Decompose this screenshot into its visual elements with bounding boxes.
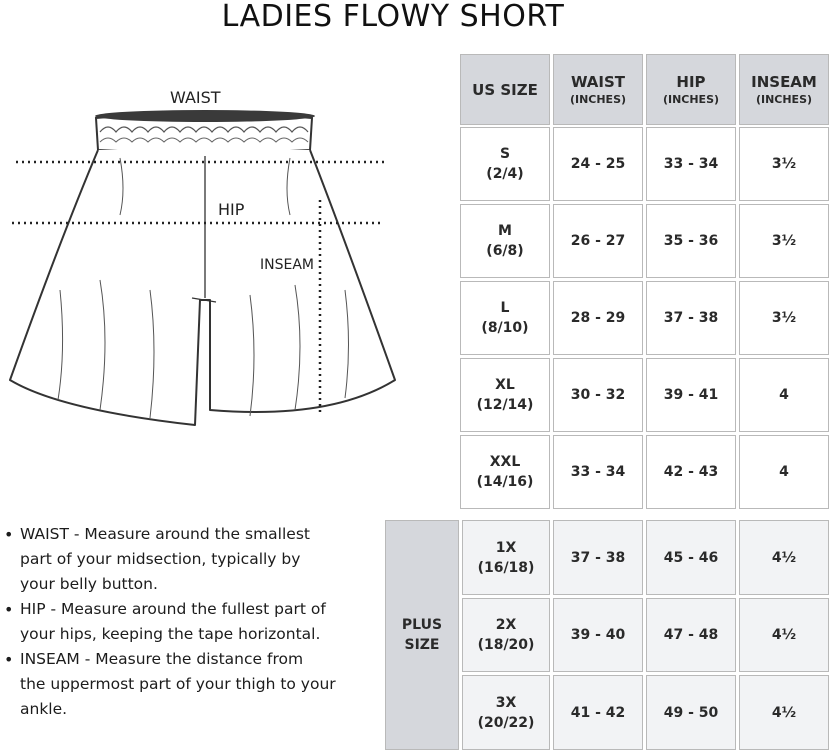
note-line: • WAIST - Measure around the smallest <box>20 525 310 543</box>
size-us: (16/18) <box>477 559 535 576</box>
note-line: • HIP - Measure around the fullest part of <box>20 600 326 618</box>
size-cell-1x <box>462 520 550 595</box>
size-cell-l <box>460 281 550 355</box>
size-cell-m <box>460 204 550 278</box>
waist-cell: 37 - 38 <box>553 520 643 595</box>
note-inseam <box>4 647 374 722</box>
note-line: your belly button. <box>20 575 158 593</box>
inseam-cell: 4 <box>739 358 829 432</box>
size-name: 3X <box>495 694 517 711</box>
hip-cell: 35 - 36 <box>646 204 736 278</box>
inseam-cell: 3½ <box>739 127 829 201</box>
size-name: 1X <box>495 539 517 556</box>
size-name: L <box>500 300 510 316</box>
size-us: (2/4) <box>486 166 524 182</box>
size-us: (6/8) <box>486 243 524 259</box>
hip-label: HIP <box>218 200 245 219</box>
plus-size-label <box>385 520 459 750</box>
size-name: XXL <box>489 454 521 470</box>
page-title: LADIES FLOWY SHORT <box>221 0 565 34</box>
note-line: • INSEAM - Measure the distance from <box>20 650 304 668</box>
plus-label-line: SIZE <box>404 637 440 653</box>
header-waist <box>553 54 643 125</box>
header-unit: (INCHES) <box>662 93 720 106</box>
inseam-label: INSEAM <box>260 257 314 273</box>
hip-cell: 37 - 38 <box>646 281 736 355</box>
size-cell-3x <box>462 675 550 750</box>
shorts-illustration <box>0 80 400 440</box>
header-label: WAIST <box>570 73 626 91</box>
size-us: (14/16) <box>476 474 534 490</box>
size-us: (18/20) <box>477 637 535 653</box>
inseam-cell: 4½ <box>739 520 829 595</box>
hip-cell: 33 - 34 <box>646 127 736 201</box>
note-line: the uppermost part of your thigh to your <box>20 675 336 693</box>
waist-cell: 39 - 40 <box>553 598 643 672</box>
hip-cell: 42 - 43 <box>646 435 736 509</box>
size-name: 2X <box>495 617 517 633</box>
header-label: HIP <box>676 73 706 91</box>
header-label: INSEAM <box>751 73 817 91</box>
note-line: ankle. <box>20 700 68 718</box>
size-name: M <box>498 223 512 239</box>
note-hip <box>4 597 374 647</box>
waist-cell: 28 - 29 <box>553 281 643 355</box>
size-cell-xl <box>460 358 550 432</box>
hip-cell: 47 - 48 <box>646 598 736 672</box>
header-unit: (INCHES) <box>569 93 627 106</box>
hip-cell: 39 - 41 <box>646 358 736 432</box>
note-line: part of your midsection, typically by <box>20 550 301 568</box>
waist-cell: 24 - 25 <box>553 127 643 201</box>
hip-cell: 49 - 50 <box>646 675 736 750</box>
plus-label-line: PLUS <box>401 617 443 633</box>
hip-cell: 45 - 46 <box>646 520 736 595</box>
waist-cell: 33 - 34 <box>553 435 643 509</box>
waist-cell: 30 - 32 <box>553 358 643 432</box>
inseam-cell: 4½ <box>739 598 829 672</box>
size-cell-s <box>460 127 550 201</box>
inseam-cell: 3½ <box>739 204 829 278</box>
inseam-cell: 4½ <box>739 675 829 750</box>
note-line: your hips, keeping the tape horizontal. <box>20 625 321 643</box>
size-us: (20/22) <box>477 714 535 731</box>
size-name: XL <box>495 377 515 393</box>
header-unit: (INCHES) <box>755 93 813 106</box>
size-name: S <box>499 146 511 162</box>
size-cell-xxl <box>460 435 550 509</box>
size-cell-2x <box>462 598 550 672</box>
size-us: (8/10) <box>481 320 529 336</box>
header-us-size <box>460 54 550 125</box>
size-us: (12/14) <box>476 397 534 413</box>
note-waist <box>4 522 374 597</box>
waist-cell: 41 - 42 <box>553 675 643 750</box>
inseam-cell: 3½ <box>739 281 829 355</box>
header-label: US SIZE <box>472 80 538 99</box>
shorts-diagram <box>0 80 400 440</box>
header-hip <box>646 54 736 125</box>
measurement-notes <box>4 522 374 722</box>
waist-cell: 26 - 27 <box>553 204 643 278</box>
inseam-cell: 4 <box>739 435 829 509</box>
waist-label: WAIST <box>170 88 221 107</box>
header-inseam <box>739 54 829 125</box>
